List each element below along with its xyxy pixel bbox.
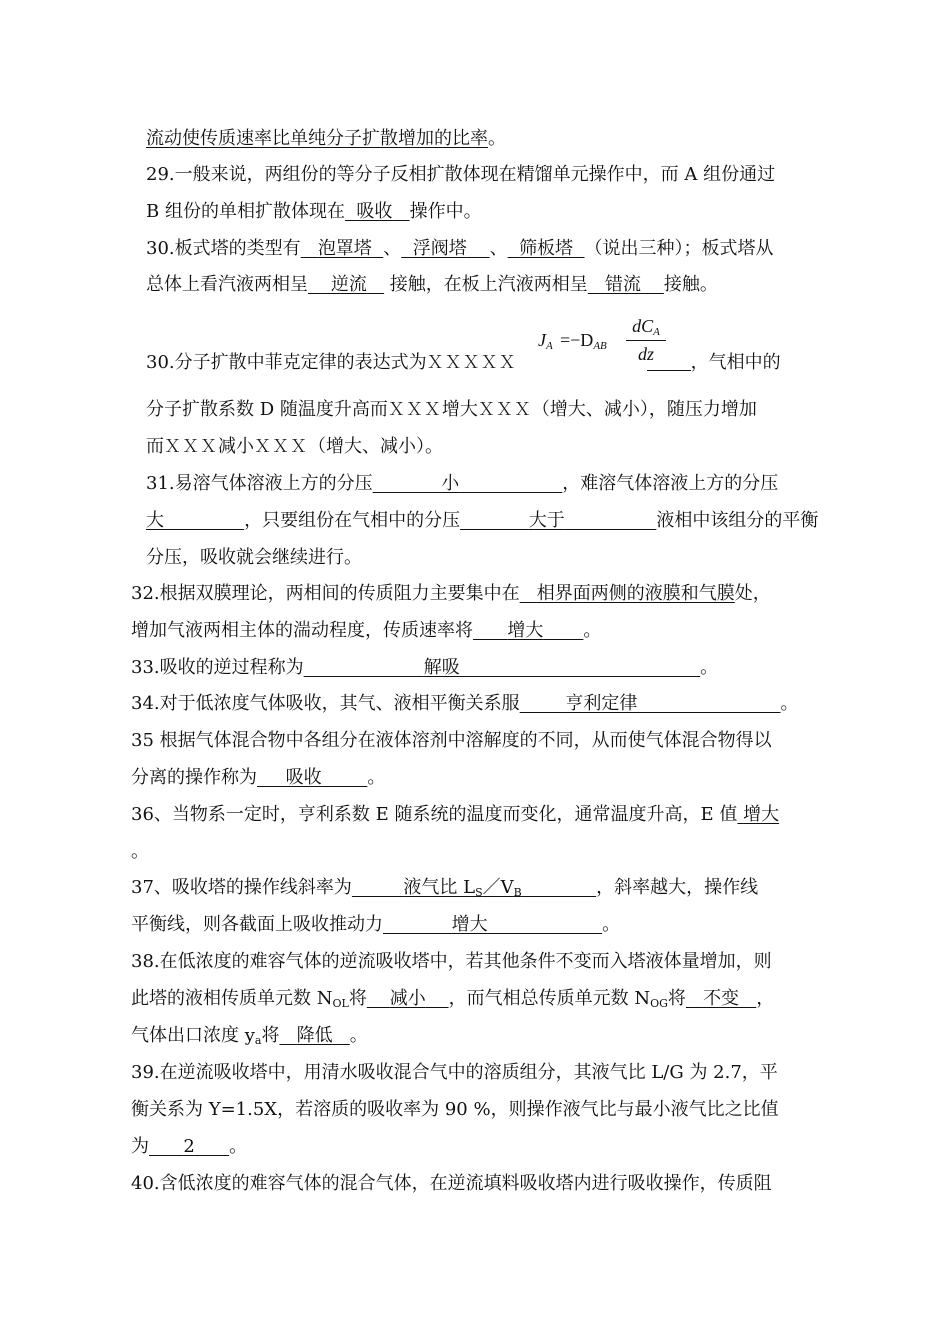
q29-answer: 吸收 (356, 201, 393, 222)
placeholder-glyphs: ＸＸＸ (164, 437, 218, 457)
question-39-line-1: 39.在逆流吸收塔中，用清水吸收混合气中的溶质组分，其液气比 L/G 为 2.7，平 (131, 1062, 778, 1083)
question-39-line-2: 衡关系为 Y=1.5X，若溶质的吸收率为 90 %，则操作液气比与最小液气比之比值 (131, 1099, 779, 1120)
question-30-fick-line (146, 350, 781, 375)
diffusion-answer: 增大 (441, 399, 478, 420)
question-31-line-3: 分压，吸收就会继续进行。 (146, 547, 362, 568)
question-30-line-2 (146, 273, 718, 297)
fick-prefix: 30.分子扩散中菲克定律的表达式为 (146, 352, 427, 373)
q30b-prefix: 总体上看汽液两相呈 (146, 274, 308, 295)
q38-answer-3: 降低 (296, 1025, 333, 1046)
question-31-line-1 (146, 472, 778, 496)
question-29-line-2 (146, 200, 482, 224)
q39-suffix: 。 (229, 1136, 248, 1157)
q30-answer-2: 浮阀塔 (412, 238, 467, 259)
q31-answer-2: 大 (146, 510, 164, 531)
q30b-answer-1: 逆流 (330, 274, 367, 295)
q38-answer-2: 不变 (703, 988, 740, 1009)
q33-prefix: 33.吸收的逆过程称为 (131, 657, 304, 678)
subscript: OL (332, 997, 349, 1010)
blank (647, 350, 691, 371)
q31-suffix: ，难溶气体溶液上方的分压 (562, 473, 779, 494)
q31b-suffix: 液相中该组分的平衡 (656, 510, 819, 531)
q39-answer: 2 (183, 1136, 195, 1157)
q39-prefix: 为 (131, 1136, 149, 1157)
q32-prefix: 32.根据双膜理论，两相间的传质阻力主要集中在 (131, 583, 520, 604)
question-36-line-2: 。 (131, 841, 149, 862)
q33-answer: 解吸 (423, 657, 460, 678)
q31-prefix: 31.易溶气体溶液上方的分压 (146, 473, 373, 494)
q34-prefix: 34.对于低浓度气体吸收，其气、液相平衡关系服 (131, 693, 520, 714)
pressure-suffix: （增大、减小）。 (308, 436, 443, 457)
separator: 、 (383, 238, 402, 259)
q32-answer-2: 增大 (507, 620, 544, 641)
q38c-mid: 将 (261, 1025, 280, 1046)
separator: 、 (489, 238, 508, 259)
q36-prefix: 36、当物系一定时，亨利系数 E 随系统的温度而变化，通常温度升高，E 值 (131, 804, 738, 825)
diffusion-prefix: 分子扩散系数 D 随温度升高而 (146, 399, 388, 420)
answer-text: 流动使传质速率比单纯分子扩散增加的比率 (146, 128, 488, 149)
question-31-line-2 (146, 509, 818, 533)
q30-suffix: （说出三种）；板式塔从 (584, 238, 774, 259)
q38-answer-1: 减小 (389, 988, 426, 1009)
q31b-middle: ，只要组份在气相中的分压 (244, 510, 461, 531)
q33-suffix: 。 (700, 657, 719, 678)
q32b-suffix: 。 (583, 620, 602, 641)
q34-answer: 亨利定律 (565, 693, 638, 714)
pressure-answer: 减小 (218, 436, 254, 457)
q36-answer: 增大 (743, 804, 780, 825)
question-30-diffusion-line (146, 398, 757, 422)
question-37-line-2 (131, 913, 620, 937)
placeholder-glyphs: ＸＸＸＸＸ (426, 353, 517, 373)
question-34 (131, 692, 798, 716)
question-38-line-3 (131, 1024, 368, 1053)
question-38-line-2 (131, 987, 774, 1016)
q30b-suffix: 接触。 (663, 274, 718, 295)
q31-answer-1: 小 (441, 473, 460, 494)
q30-answer-3: 筛板塔 (519, 238, 574, 259)
q35-prefix: 分离的操作称为 (131, 767, 257, 788)
q29-prefix: B 组份的单相扩散体现在 (146, 201, 345, 222)
q38-mid-3: 将 (667, 988, 686, 1009)
q31-answer-3: 大于 (528, 510, 565, 531)
subscript: OG (650, 997, 668, 1010)
question-29-line-1: 29.一般来说，两组份的等分子反相扩散体现在精馏单元操作中，而 A 组份通过 (146, 164, 776, 185)
q38-mid-1: 将 (348, 988, 367, 1009)
question-32-line-2 (131, 619, 601, 643)
question-36-line-1 (131, 803, 779, 827)
q38-suffix: ， (756, 988, 775, 1009)
q38c-prefix: 气体出口浓度 y (131, 1025, 255, 1046)
q38c-suffix: 。 (349, 1025, 368, 1046)
punctuation: 。 (488, 128, 506, 149)
question-37-line-1 (131, 876, 758, 905)
placeholder-glyphs: ＸＸＸ (254, 437, 308, 457)
question-40-line-1: 40.含低浓度的难容气体的混合气体，在逆流填料吸收塔内进行吸收操作，传质阻 (131, 1173, 772, 1194)
question-35-line-1: 35 根据气体混合物中各组分在液体溶剂中溶解度的不同，从而使气体混合物得以 (131, 730, 772, 751)
q37b-prefix: 平衡线，则各截面上吸收推动力 (131, 914, 383, 935)
q37-answer-1: 液气比 $L_S/V_B$ (403, 877, 522, 899)
q37-suffix: ，斜率越大，操作线 (596, 877, 759, 898)
question-30-pressure-line (146, 435, 443, 459)
question-38-line-1: 38.在低浓度的难容气体的逆流吸收塔中，若其他条件不变而入塔液体量增加，则 (131, 951, 772, 972)
q29-suffix: 操作中。 (409, 201, 482, 222)
diffusion-suffix: （增大、减小），随压力增加 (531, 399, 757, 420)
q30b-middle: 接触，在板上汽液两相呈 (389, 274, 588, 295)
q30-answer-1: 泡罩塔 (317, 238, 372, 259)
q38-mid-2: ，而气相总传质单元数 N (448, 988, 651, 1009)
question-33 (131, 656, 718, 680)
pressure-prefix: 而 (146, 436, 164, 457)
fick-suffix: ，气相中的 (690, 352, 781, 373)
q35-answer: 吸收 (285, 767, 322, 788)
q37-answer-2: 增大 (451, 914, 488, 935)
q34-suffix: 。 (780, 693, 799, 714)
question-39-line-3 (131, 1135, 247, 1159)
placeholder-glyphs: ＸＸＸ (387, 400, 442, 420)
q38-prefix: 此塔的液相传质单元数 N (131, 988, 333, 1009)
q37b-suffix: 。 (602, 914, 621, 935)
subscript: a (254, 1034, 262, 1047)
q37-prefix: 37、吸收塔的操作线斜率为 (131, 877, 352, 898)
q32-answer-1: 相界面两侧的液膜和气膜 (536, 583, 735, 604)
question-35-line-2 (131, 766, 385, 790)
q30-prefix: 30.板式塔的类型有 (146, 238, 301, 259)
question-32-line-1 (131, 582, 771, 606)
q32b-prefix: 增加气液两相主体的湍动程度，传质速率将 (131, 620, 473, 641)
question-30-line-1 (146, 237, 774, 261)
text-line-0 (146, 127, 506, 151)
placeholder-glyphs: ＸＸＸ (477, 400, 532, 420)
q30b-answer-2: 错流 (604, 274, 641, 295)
q32-suffix: 处， (734, 583, 771, 604)
q35-suffix: 。 (367, 767, 386, 788)
